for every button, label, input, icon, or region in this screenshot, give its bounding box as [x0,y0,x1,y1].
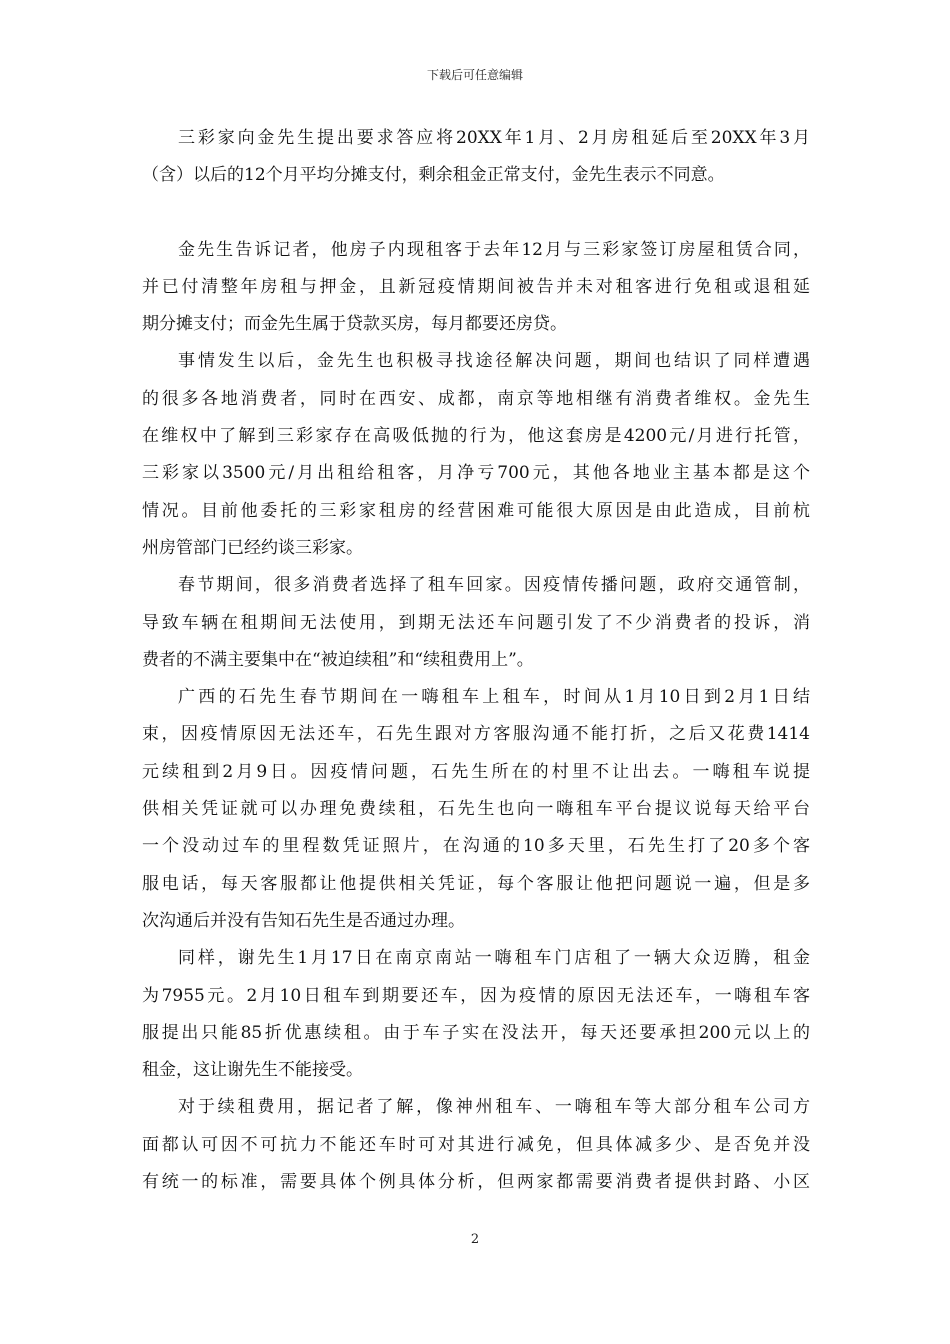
text-line: 一个没动过车的里程数凭证照片，在沟通的10多天里，石先生打了20多个客 [142,836,810,857]
text-line: 春节期间，很多消费者选择了租车回家。因疫情传播问题，政府交通管制， [178,575,810,596]
paragraph-gap [142,195,810,232]
text-line: 服提出只能85折优惠续租。由于车子实在没法开，每天还要承担200元以上的 [142,1022,810,1043]
text-line: 供相关凭证就可以办理免费续租，石先生也向一嗨租车平台提议说每天给平台 [142,799,810,820]
text-line: 次沟通后并没有告知石先生是否通过办理。 [142,910,465,931]
document-body [142,120,810,1201]
text-line: 广西的石先生春节期间在一嗨租车上租车，时间从1月10日到2月1日结 [178,687,810,708]
text-line: 事情发生以后，金先生也积极寻找途径解决问题，期间也结识了同样遭遇 [178,351,810,372]
text-line: 服电话，每天客服都让他提供相关凭证，每个客服让他把问题说一遍，但是多 [142,873,810,894]
text-line: 租金，这让谢先生不能接受。 [142,1060,363,1081]
text-line: 面都认可因不可抗力不能还车时可对其进行减免，但具体减多少、是否免并没 [142,1134,810,1155]
text-line: 三彩家向金先生提出要求答应将20XX年1月、2月房租延后至20XX年3月 [178,128,810,148]
text-line: 期分摊支付；而金先生属于贷款买房，每月都要还房贷。 [142,314,567,335]
text-line: 情况。目前他委托的三彩家租房的经营困难可能很大原因是由此造成，目前杭 [142,500,810,521]
text-line: 的很多各地消费者，同时在西安、成都，南京等地相继有消费者维权。金先生 [142,388,810,409]
text-line: 有统一的标准，需要具体个例具体分析，但两家都需要消费者提供封路、小区 [142,1172,810,1193]
text-line: 对于续租费用，据记者了解，像神州租车、一嗨租车等大部分租车公司方 [178,1097,810,1118]
text-line: 并已付清整年房租与押金，且新冠疫情期间被告并未对租客进行免租或退租延 [142,276,810,297]
text-line: （含）以后的12个月平均分摊支付，剩余租金正常支付，金先生表示不同意。 [142,165,725,186]
text-line: 元续租到2月9日。因疫情问题，石先生所在的村里不让出去。一嗨租车说提 [142,761,810,782]
text-line: 州房管部门已经约谈三彩家。 [142,537,363,558]
page-number: 2 [470,1232,480,1247]
text-line: 三彩家以3500元/月出租给租客，月净亏700元，其他各地业主基本都是这个 [142,463,810,484]
text-line: 同样，谢先生1月17日在南京南站一嗨租车门店租了一辆大众迈腾，租金 [178,948,810,969]
text-line: 在维权中了解到三彩家存在高吸低抛的行为，他这套房是4200元/月进行托管， [142,426,810,447]
text-line: 金先生告诉记者，他房子内现租客于去年12月与三彩家签订房屋租赁合同， [178,239,810,260]
text-line: 为7955元。2月10日租车到期要还车，因为疫情的原因无法还车，一嗨租车客 [142,985,810,1006]
text-line: 束，因疫情原因无法还车，石先生跟对方客服沟通不能打折，之后又花费1414 [142,724,810,745]
page-header: 下载后可任意编辑 [426,68,523,82]
text-line: 费者的不满主要集中在“被迫续租”和“续租费用上”。 [142,649,534,670]
text-line: 导致车辆在租期间无法使用，到期无法还车问题引发了不少消费者的投诉，消 [142,612,810,633]
